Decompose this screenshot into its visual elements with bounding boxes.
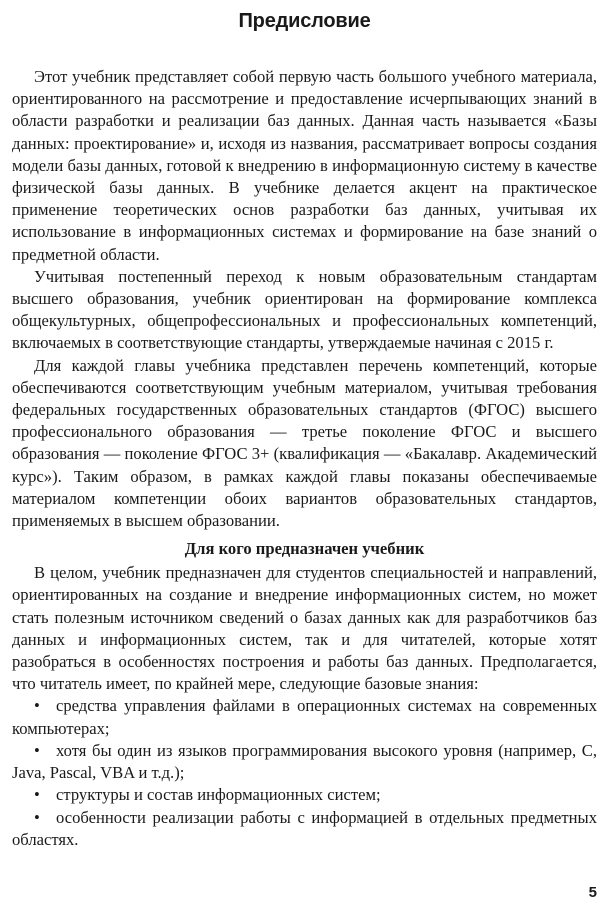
- paragraph: Этот учебник представляет собой первую часть большого учебного материала, ориентированного на рассмотрение и предоставление исчерпывающих знаний в области разработки и реализации баз данных. Данная часть называется «Базы данных: проектирование» и, исходя из названия, рассматривает вопросы создания модели базы данных, готовой к внедрению в информационную систему в качестве физической базы данных. В учебнике делается акцент на практическое применение теоретических основ разработки баз данных, учитывая их использование в информационных системах и формирование на базе знаний о предметной области.: [12, 67, 597, 264]
- list-item-text: хотя бы один из языков программирования высокого уровня (например, C, Java, Pascal, VBA и т.д.);: [12, 740, 597, 783]
- list-item: [12, 740, 597, 784]
- bullet-icon: •: [34, 785, 40, 805]
- bullet-icon: •: [34, 696, 40, 716]
- book-page: [12, 0, 597, 913]
- section-heading: Для кого предназначен учебник: [184, 539, 425, 559]
- page-body: [12, 66, 597, 851]
- list-item-text: особенности реализации работы с информацией в отдельных предметных областях.: [12, 807, 597, 849]
- list-item: [12, 784, 597, 806]
- bullet-list: [12, 695, 597, 850]
- bullet-icon: •: [34, 807, 40, 827]
- list-item-text: средства управления файлами в операционных системах на современных компьютерах;: [12, 696, 597, 738]
- bullet-icon: •: [34, 740, 40, 760]
- paragraph: В целом, учебник предназначен для студентов специальностей и направлений, ориентированных на создание и внедрение информационных систем, но может стать полезным источником сведений о базах данных как для разработчиков баз данных и информационных систем, так и для читателей, которые хотят разобраться в особенностях построения и работы баз данных. Предполагается, что читатель имеет, по крайней мере, следующие базовые знания:: [12, 563, 597, 694]
- list-item-text: структуры и состав информационных систем;: [56, 785, 381, 805]
- list-item: [12, 807, 597, 851]
- paragraph: Для каждой главы учебника представлен перечень компетенций, которые обеспечиваются соответствующим учебным материалом, учитывая требования федеральных государственных образовательных стандартов (ФГОС) высшего профессионального образования — третье поколение ФГОС и высшего образования — поколение ФГОС 3+ (квалификация — «Бакалавр. Академический курс»). Таким образом, в рамках каждой главы показаны обеспечиваемые материалом компетенции обоих вариантов образовательных стандартов, применяемых в высшем образовании.: [12, 355, 597, 531]
- list-item: [12, 695, 597, 739]
- page-title: Предисловие: [238, 10, 371, 32]
- paragraph: Учитывая постепенный переход к новым образовательным стандартам высшего образования, учебник ориентирован на формирование комплекса общекультурных, общепрофессиональных и профессиональных компетенций, включаемых в соответствующие стандарты, утверждаемые начиная с 2015 г.: [12, 266, 597, 353]
- page-number: 5: [588, 884, 597, 901]
